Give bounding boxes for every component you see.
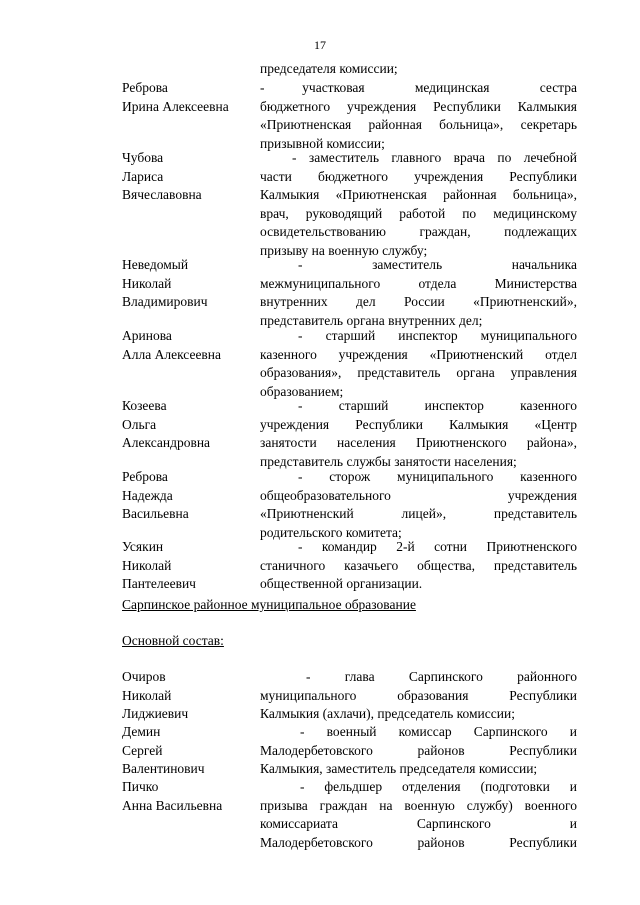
desc-line: призывной комиссии; (260, 135, 385, 151)
desc-line: занятости населения Приютненского района», (260, 435, 577, 450)
name-line: Надежда (122, 487, 173, 503)
desc-line: бюджетного учреждения Республики Калмыкия (260, 98, 577, 114)
member-name (122, 538, 262, 594)
name-line: Аринова (122, 328, 172, 343)
desc-line: учреждения Республики Калмыкия «Центр (260, 416, 577, 432)
name-line: Неведомый (122, 257, 189, 272)
name-line: Валентинович (122, 761, 205, 776)
desc-line: - военный комиссар Сарпинского и (300, 724, 577, 739)
desc-line: - фельдшер отделения (подготовки и (300, 779, 577, 794)
name-line: Усякин (122, 539, 164, 554)
member-name (122, 79, 262, 116)
member-name (122, 468, 262, 524)
desc-line: казенного учреждения «Приютненский отдел (260, 346, 577, 362)
name-line: Козеева (122, 398, 167, 413)
desc-line: - сторож муниципального казенного (298, 469, 577, 484)
desc-line: Калмыкия «Приютненская районная больница», (260, 187, 577, 202)
desc-line: - старший инспектор казенного (298, 398, 577, 413)
member-description (260, 256, 577, 330)
desc-line: - участковая медицинская сестра (260, 80, 577, 95)
name-line: Ольга (122, 416, 157, 432)
name-line: Вячеславовна (122, 187, 202, 202)
name-line: Владимирович (122, 294, 208, 309)
desc-line: общеобразовательного учреждения (260, 487, 577, 503)
desc-line: внутренних дел России «Приютненский», (260, 294, 577, 309)
desc-line: - старший инспектор муниципального (298, 328, 577, 343)
member-name (122, 397, 262, 453)
member-description (260, 538, 577, 594)
name-line: Очиров (122, 669, 166, 684)
continuation-text (260, 60, 577, 79)
member-description (260, 723, 577, 779)
name-line: Сергей (122, 742, 163, 758)
desc-line: общественной организации. (260, 576, 423, 591)
desc-line: представитель службы занятости населения; (260, 453, 517, 469)
member-name (122, 723, 262, 779)
name-line: Анна Васильевна (122, 797, 223, 813)
member-description (260, 778, 577, 852)
desc-line: образования», представитель органа управления (260, 365, 577, 380)
desc-line: муниципального образования Республики (260, 687, 577, 703)
name-line: Пичко (122, 779, 159, 794)
desc-line: станичного казачьего общества, представитель (260, 557, 577, 573)
desc-line: призыва граждан на военную службу) военного (260, 797, 577, 813)
desc-line: части бюджетного учреждения Республики (260, 168, 577, 184)
name-line: Алла Алексеевна (122, 346, 222, 362)
desc-line: освидетельствованию граждан, подлежащих (260, 224, 577, 239)
member-description (260, 668, 577, 724)
desc-line: Калмыкия (ахлачи), председатель комиссии; (260, 706, 515, 721)
desc-line: - командир 2-й сотни Приютненского (298, 539, 577, 554)
name-line: Лиджиевич (122, 706, 189, 721)
desc-line: врач, руководящий работой по медицинскому (260, 205, 577, 221)
member-description (260, 327, 577, 401)
member-name (122, 256, 262, 312)
name-line: Реброва (122, 80, 168, 95)
name-line: Ирина Алексеевна (122, 98, 229, 114)
desc-line: комиссариата Сарпинского и (260, 816, 577, 831)
desc-line: межмуниципального отдела Министерства (260, 275, 577, 291)
section-title: Сарпинское районное муниципальное образование (122, 597, 416, 612)
name-line: Реброва (122, 469, 168, 484)
name-line: Николай (122, 687, 172, 703)
name-line: Васильевна (122, 506, 189, 521)
name-line: Пантелеевич (122, 576, 196, 591)
name-line: Николай (122, 275, 172, 291)
desc-line: - заместитель главного врача по лечебной (292, 150, 577, 165)
desc-line: Калмыкия, заместитель председателя комиссии; (260, 761, 538, 776)
member-description (260, 468, 577, 542)
page-number: 17 (314, 38, 326, 52)
name-line: Николай (122, 557, 172, 573)
member-name (122, 778, 262, 815)
desc-line: образованием; (260, 383, 344, 399)
name-line: Лариса (122, 168, 164, 184)
desc-line: родительского комитета; (260, 524, 402, 540)
member-name (122, 327, 262, 364)
desc-line: председателя комиссии; (260, 61, 398, 76)
desc-line: - глава Сарпинского районного (306, 669, 577, 684)
desc-line: «Приютненская районная больница», секретарь (260, 117, 577, 132)
member-description (260, 397, 577, 471)
desc-line: представитель органа внутренних дел; (260, 312, 483, 328)
desc-line: - заместитель начальника (298, 257, 577, 272)
desc-line: Малодербетовского районов Республики (260, 742, 577, 758)
member-description (260, 149, 577, 260)
member-description (260, 79, 577, 153)
desc-line: Малодербетовского районов Республики (260, 834, 577, 850)
name-line: Чубова (122, 150, 164, 165)
desc-line: «Приютненский лицей», представитель (260, 506, 577, 521)
name-line: Александровна (122, 435, 211, 450)
member-name (122, 668, 262, 724)
name-line: Демин (122, 724, 161, 739)
member-name (122, 149, 262, 205)
composition-title: Основной состав: (122, 633, 224, 648)
desc-line: призыву на военную службу; (260, 242, 428, 258)
